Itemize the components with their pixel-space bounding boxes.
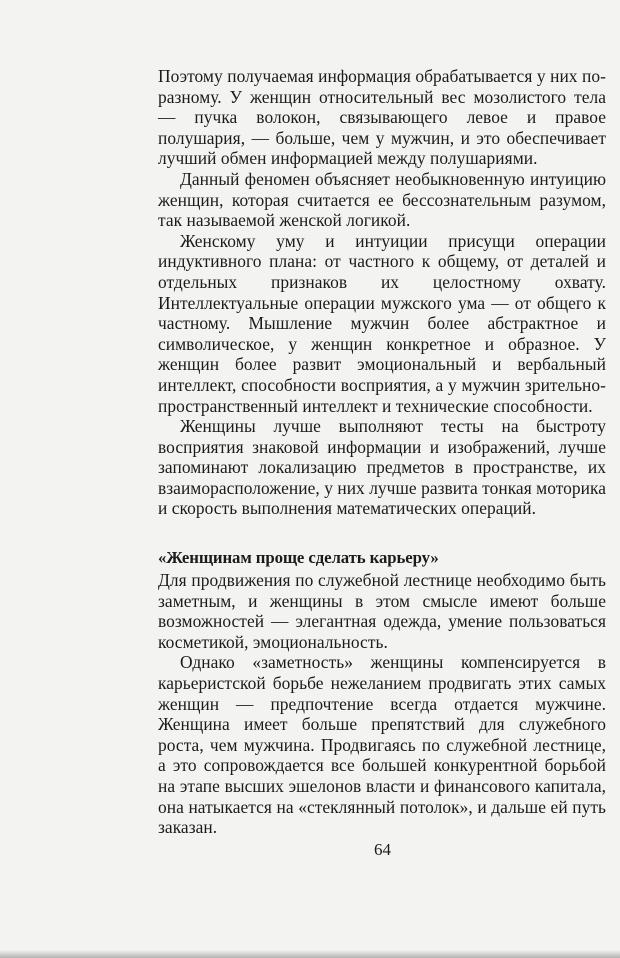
paragraph: Женскому уму и интуиции присущи операции индуктивного плана: от частного к общему, от деталей и отдельных признаков их целостному охвату. Интеллектуальные операции мужского ума — от общего к частному. Мышление мужчин более абстрактное и символическое, у женщин конкретное и образное. У женщин более развит эмоциональный и вербальный интеллект, способности восприятия, а у мужчин зрительно-пространственный интеллект и технические способности. bbox=[158, 230, 606, 416]
scan-edge-shadow bbox=[0, 950, 620, 958]
paragraph: Данный феномен объясняет необыкновенную интуицию женщин, которая считается ее бессознательным разумом, так называемой женской логикой. bbox=[158, 168, 606, 231]
paragraph: Женщины лучше выполняют тесты на быстроту восприятия знаковой информации и изображений, лучше запоминают локализацию предметов в пространстве, их взаиморасположение, у них лучше развита тонкая моторика и скорость выполнения математических операций. bbox=[158, 416, 606, 519]
paragraph: Поэтому получаемая информация обрабатывается у них по-разному. У женщин относительный вес мозолистого тела — пучка волокон, связывающего левое и правое полушария, — больше, чем у мужчин, и это обеспечивает лучший обмен информацией между полушариями. bbox=[158, 66, 606, 169]
section-heading: «Женщинам проще сделать карьеру» bbox=[158, 548, 439, 568]
page-number: 64 bbox=[374, 840, 391, 859]
paragraph: Однако «заметность» женщины компенсируется в карьеристской борьбе нежеланием продвигать этих самых женщин — предпочтение всегда отдается мужчине. Женщина имеет больше препятствий для служебного роста, чем мужчина. Продвигаясь по служебной лестнице, а это сопровождается все большей конкурентной борьбой на этапе высших эшелонов власти и финансового капитала, она натыкается на «стеклянный потолок», и дальше ей путь заказан. bbox=[158, 652, 606, 838]
text-body bbox=[158, 66, 606, 838]
paragraph: Для продвижения по служебной лестнице необходимо быть заметным, и женщины в этом смысле имеют больше возможностей — элегантная одежда, умение пользоваться косметикой, эмоциональность. bbox=[158, 570, 606, 652]
